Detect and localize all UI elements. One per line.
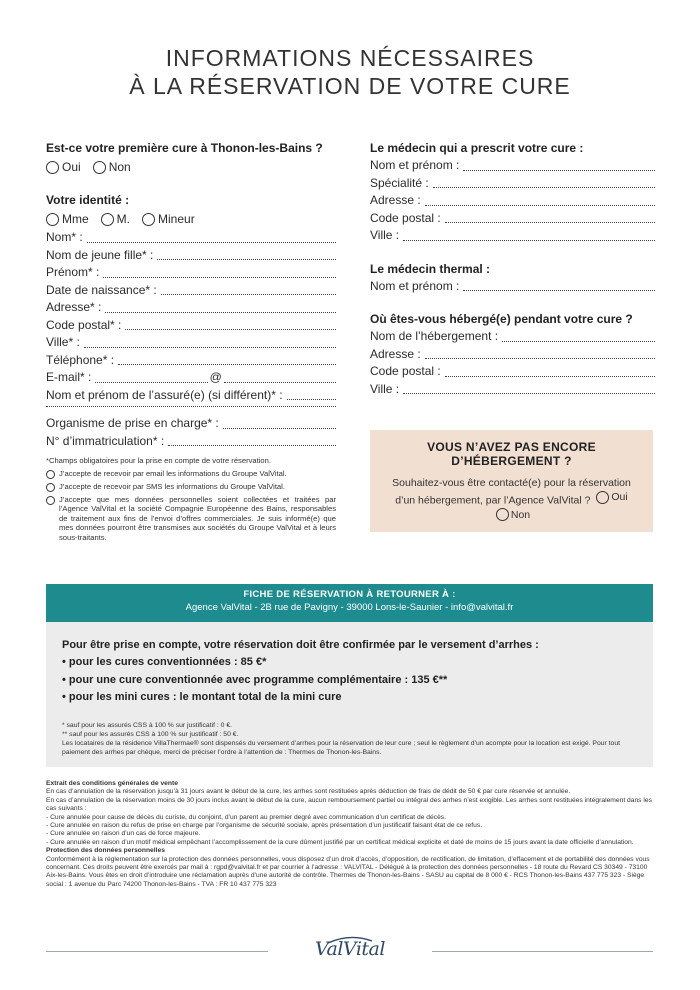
input-line[interactable] [287,399,336,400]
prescriber-adresse[interactable] [370,192,655,210]
terms-line: - Cure annulée pour cause de décès du curiste, du conjoint, d’un parent au premier degré avec communication d’un certificat de décès. [46,813,446,821]
consent-sms[interactable] [46,482,336,492]
thermal-fields [370,278,655,296]
title-line-1: INFORMATIONS NÉCESSAIRES [165,45,535,71]
field-label: N° d’immatriculation* : [46,433,165,448]
field-label: Adresse : [370,193,421,207]
input-line[interactable] [502,341,655,342]
prescriber-nom[interactable] [370,157,655,175]
input-line[interactable] [157,259,336,260]
offer-oui-option[interactable] [596,490,627,504]
terms-section [46,780,655,889]
offer-text-block [386,476,637,525]
field-label: Date de naissance* : [46,282,157,297]
input-line[interactable] [87,242,336,243]
field-label: Prénom* : [46,265,100,279]
field-label: Code postal* : [46,317,122,332]
required-note: *Champs obligatoires pour la prise en compte de votre réservation. [46,456,271,465]
footnote-2: ** sauf pour les assurés CSS à 100 % sur justificatif : 50 €. [62,730,239,738]
field-label: Code postal : [370,364,441,378]
field-label: Adresse : [370,346,421,361]
input-line[interactable] [161,294,336,295]
footer-divider-left [46,951,268,952]
at-sign: @ [209,370,222,384]
page-title [0,44,700,100]
deposit-box [46,622,653,767]
lodging-adresse[interactable] [370,346,655,364]
deposit-item: • pour les cures conventionnées : 85 €* [62,656,267,668]
data-protection-heading: Protection des données personnelles [46,847,165,855]
deposit-footnotes [62,721,637,758]
banner-address: Agence ValVital - 2B rue de Pavigny - 39000 Lons-le-Saunier - info@valvital.fr [185,602,514,613]
title-line-2: À LA RÉSERVATION DE VOTRE CURE [129,73,571,99]
thermal-question: Le médecin thermal : [370,261,491,276]
non-label: Non [510,508,531,521]
checkbox-icon[interactable] [46,483,55,492]
footnote-1: * sauf pour les assurés CSS à 100 % sur justificatif : 0 €. [62,721,233,729]
prescriber-fields [370,157,655,245]
radio-icon[interactable] [496,508,509,521]
identity-fields [46,229,336,450]
checkbox-icon[interactable] [46,470,55,479]
terms-line: En cas d’annulation de la réservation jusqu’à 31 jours avant le début de la cure, les arrhes sont restituées après déduction de frais de dédit de 50 € par cure réservée et annulée. [46,788,571,796]
return-address-banner [46,584,653,622]
mme-label: Mme [62,212,89,226]
identity-radios [46,210,336,228]
lodging-question: Où êtes-vous hébergé(e) pendant votre cure ? [370,312,633,326]
input-line[interactable] [46,406,336,407]
consent-sms-text: J’accepte de recevoir par SMS les informations du Groupe ValVital. [59,481,285,491]
input-line[interactable] [433,187,655,188]
offer-non-option[interactable] [496,508,530,522]
consent-data[interactable] [46,495,336,543]
left-column [46,140,336,543]
lodging-ville[interactable] [370,381,655,399]
offer-heading-1: VOUS N’AVEZ PAS ENCORE [427,440,596,454]
field-label: Ville* : [46,335,80,349]
field-adresse[interactable] [46,299,336,317]
identity-mineur-option[interactable] [142,210,195,228]
field-nom-jeune-fille[interactable] [46,247,336,265]
field-label: Nom et prénom : [370,158,460,172]
checkbox-icon[interactable] [46,496,55,505]
radio-icon[interactable] [101,213,114,226]
field-label: Ville : [370,228,400,242]
lodging-code-postal[interactable] [370,363,655,381]
field-label: Spécialité : [370,175,429,190]
oui-label: Oui [62,160,81,174]
mineur-label: Mineur [158,212,195,226]
input-line[interactable] [223,428,336,429]
lodging-fields [370,328,655,398]
field-assure-line-2[interactable] [46,406,336,411]
field-prenom[interactable] [46,264,336,282]
field-code-postal[interactable] [46,317,336,335]
field-organisme[interactable] [46,415,336,433]
radio-icon[interactable] [93,161,106,174]
terms-heading: Extrait des conditions générales de vente [46,780,178,787]
banner-title: FICHE DE RÉSERVATION À RETOURNER À : [243,589,456,600]
field-ville[interactable] [46,334,336,352]
field-label: Téléphone* : [46,352,115,367]
input-line[interactable] [95,382,207,383]
terms-line: En cas d’annulation de la réservation moins de 30 jours inclus avant le début de la cure, aucun remboursement partiel ou intégral des arrhes n’est exigible. Les arrhes sont restituées intégralement dans les cas suivants : [46,796,652,813]
prescriber-question: Le médecin qui a prescrit votre cure : [370,141,584,155]
first-cure-non-option[interactable] [93,158,131,176]
footer-divider-right [432,951,653,952]
valvital-logo: ValVital [315,938,385,960]
field-label: E-mail* : [46,370,92,384]
prescriber-ville[interactable] [370,227,655,245]
input-line[interactable] [103,277,336,278]
identity-question: Votre identité : [46,193,130,207]
offer-text: Souhaitez-vous être contacté(e) pour la réservation d’un hébergement, par l’Agence ValVital ? [392,477,631,507]
footnote-3: Les locataires de la résidence VillaThermae® sont dispensés du versement d’arrhes pour la réservation de leur cure ; seul le règlement d’un acompte pour la location est exigé. Pour tout paiement des arrhes par chèque, merci de préciser l’ordre à l’attention de : Thermes de Thonon-les-Bains. [62,739,621,757]
field-label: Nom de jeune fille* : [46,247,154,262]
identity-m-option[interactable] [101,210,130,228]
input-line[interactable] [463,170,655,171]
field-label: Nom et prénom : [370,278,460,293]
field-date-naissance[interactable] [46,282,336,300]
accommodation-offer-box [370,430,653,532]
non-label: Non [108,160,131,174]
prescriber-specialite[interactable] [370,175,655,193]
deposit-intro: Pour être prise en compte, votre réservation doit être confirmée par le versement d’arrhes : [62,639,539,651]
lodging-nom[interactable] [370,328,655,346]
input-line[interactable] [84,347,336,348]
offer-heading-2: D’HÉBERGEMENT ? [451,454,572,468]
input-line[interactable] [403,240,655,241]
field-label: Adresse* : [46,300,102,314]
consent-email[interactable] [46,469,336,479]
radio-icon[interactable] [596,491,609,504]
field-label: Code postal : [370,210,441,225]
oui-label: Oui [611,491,628,503]
field-label: Nom de l’hébergement : [370,329,499,343]
deposit-item: • pour les mini cures : le montant total de la mini cure [62,691,342,703]
field-label: Nom* : [46,230,83,244]
input-line[interactable] [125,329,336,330]
field-telephone[interactable] [46,352,336,370]
input-line[interactable] [463,290,655,291]
first-cure-oui-option[interactable] [46,158,81,176]
terms-line: - Cure annulée en raison d’un cas de force majeure. [46,830,201,838]
consent-notes [46,456,336,543]
prescriber-code-postal[interactable] [370,210,655,228]
input-line[interactable] [445,376,655,377]
input-line[interactable] [403,393,655,394]
field-immatriculation[interactable] [46,433,336,451]
radio-icon[interactable] [46,213,59,226]
field-label: Ville : [370,381,400,396]
radio-icon[interactable] [142,213,155,226]
terms-line: - Cure annulée en raison d’un motif médical empêchant l’accomplissement de la cure dûment justifié par un certificat médical explicite et daté de moins de 15 jours avant la date officielle d’annulation. [46,838,634,846]
field-email[interactable] [46,369,336,387]
m-label: M. [116,212,131,226]
field-nom[interactable] [46,229,336,247]
input-line[interactable] [118,364,336,365]
field-assure[interactable] [46,387,336,405]
consent-email-text: J’accepte de recevoir par email les informations du Groupe ValVital. [59,468,287,478]
input-line[interactable] [445,222,655,223]
identity-mme-option[interactable] [46,210,89,228]
radio-icon[interactable] [46,161,59,174]
first-cure-question: Est-ce votre première cure à Thonon-les-Bains ? [46,141,323,155]
deposit-item: • pour une cure conventionnée avec programme complémentaire : 135 €** [62,673,448,686]
input-line[interactable] [425,358,655,359]
thermal-nom[interactable] [370,278,655,296]
input-line[interactable] [224,382,336,383]
terms-line: - Cure annulée en raison du refus de prise en charge par l’organisme de sécurité sociale, après présentation d’un justificatif faisant état de ce refus. [46,822,483,830]
data-protection-text: Conformément à la réglementation sur la protection des données personnelles, vous disposez d’un droit d’accès, d’opposition, de rectification, de limitation, d’effacement et de portabilité des données vous concernant. Ces droits peuvent être exercés par mail à : rgpd@valvital.fr et par courrier à l’adresse : VALVITAL - Délégué à la protection des données personnelles - 18 route du Revard CS 30349 - 73100 Aix-les-Bains. Vous êtes en droit d’introduire une réclamation auprès d’une autorité de contrôle. Thermes de Thonon-les-Bains - SASU au capital de 8 000 € - RCS Thonon-les-Bains 437 775 323 - Siège social : 1 avenue du Parc 74200 Thonon-les-Bains - TVA : FR 10 437 775 323 [46,855,650,888]
input-line[interactable] [425,205,655,206]
right-column [370,140,655,398]
input-line[interactable] [168,445,336,446]
field-label: Organisme de prise en charge* : [46,416,219,430]
field-label: Nom et prénom de l’assuré(e) (si différent)* : [46,387,283,402]
first-cure-radios [46,158,336,176]
consent-data-text: J’accepte que mes données personnelles soient collectées et traitées par l’Agence ValVital et la société Compagnie Européenne des Bains, responsables de traitement aux fins de l’envoi d’offres commerciales. Je suis informé(e) que mes données pourront être transmises aux sociétés du Groupe ValVital et à leurs sous-traitants. [59,494,336,542]
input-line[interactable] [105,312,336,313]
